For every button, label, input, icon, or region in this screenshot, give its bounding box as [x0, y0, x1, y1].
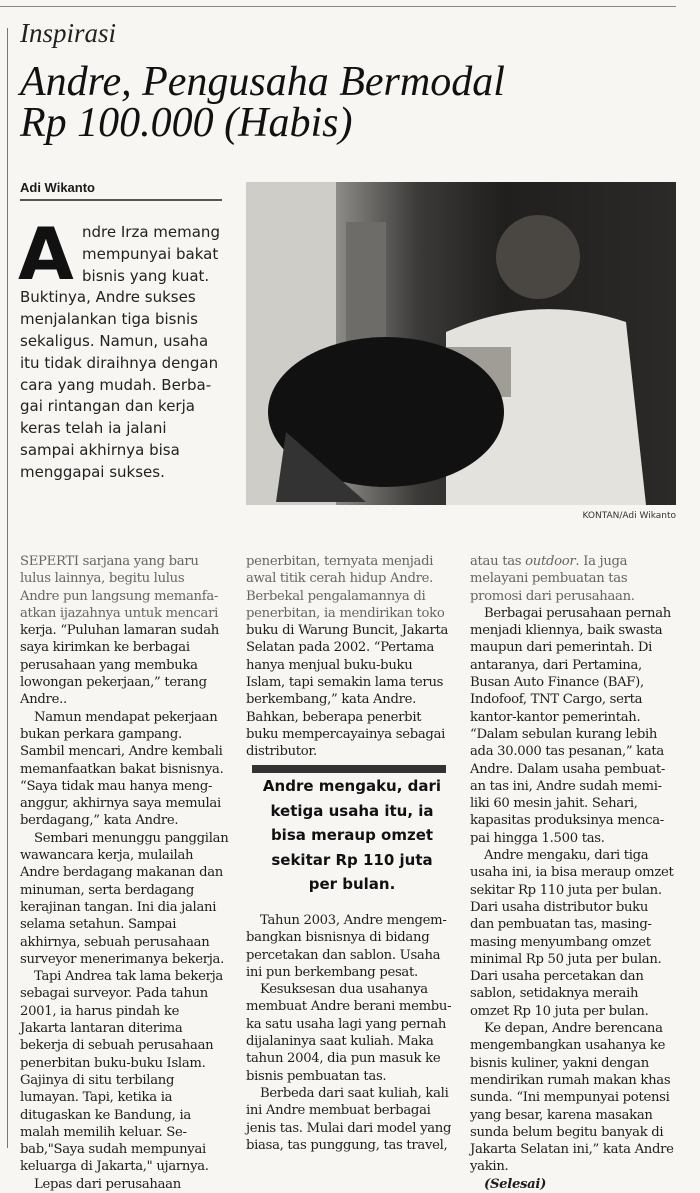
body-column-1: [20, 553, 232, 1193]
body-line: Gajinya di situ terbilang: [20, 1072, 175, 1088]
lead-line: bisnis yang kuat.: [82, 266, 210, 285]
body-line: buku di Warung Buncit, Jakarta: [246, 623, 449, 639]
paragraph: [470, 605, 692, 847]
body-line: menjadi kliennya, baik swasta: [470, 623, 663, 639]
pull-quote-line: bisa meraup omzet: [270, 826, 434, 844]
lead-paragraph: [20, 222, 235, 484]
body-line: bangkan bisnisnya di bidang: [246, 930, 430, 946]
pull-quote-line: ketiga usaha itu, ia: [270, 801, 434, 820]
body-line: Tahun 2003, Andre mengem-: [260, 913, 447, 928]
body-line: berdagang,” kata Andre.: [20, 813, 179, 829]
body-line: Tapi Andrea tak lama bekerja: [34, 969, 223, 985]
byline: Adi Wikanto: [20, 180, 95, 195]
body-line: antaranya, dari Pertamina,: [470, 657, 642, 673]
body-line: Andre berdagang makanan dan: [20, 865, 224, 881]
body-column-2: [246, 553, 458, 761]
body-line: sunda belum begitu banyak di: [470, 1124, 664, 1140]
body-line: kerja. “Puluhan lamaran sudah: [20, 623, 219, 639]
body-line: penerbitan, ia mendirikan toko: [246, 605, 445, 621]
body-line: yang besar, karena masakan: [470, 1107, 653, 1123]
lead-line: cara yang mudah. Berba-: [20, 375, 212, 394]
drop-cap: A: [18, 212, 74, 296]
body-line: mendirikan rumah makan khas: [470, 1072, 671, 1088]
body-line: lumayan. Tapi, ketika ia: [20, 1090, 173, 1106]
body-line: masing menyumbang omzet: [470, 934, 651, 950]
body-line: Jakarta lantaran diterima: [20, 1021, 183, 1037]
paragraph: [246, 912, 458, 981]
photo-illustration: [246, 182, 676, 505]
left-rule: [7, 28, 8, 1148]
paragraph: [20, 968, 232, 1176]
body-line: bab,"Saya sudah mempunyai: [20, 1142, 206, 1158]
body-line: an tas ini, Andre sudah memi-: [470, 778, 662, 794]
body-line: kerajinan tangan. Ini dia jalani: [20, 899, 217, 915]
body-line: dan pembuatan tas, masing-: [470, 917, 652, 933]
top-rule: [0, 6, 676, 7]
body-line: selama setahun. Sampai: [20, 917, 177, 933]
pull-quote: [246, 774, 458, 897]
body-line: ada 30.000 tas pesanan,” kata: [470, 744, 664, 760]
pull-quote-line: per bulan.: [308, 875, 396, 893]
lead-line: gai rintangan dan kerja: [20, 397, 195, 416]
body-line: Berbagai perusahaan pernah: [484, 605, 671, 621]
pull-quote-line: sekitar Rp 110 juta: [271, 850, 433, 869]
body-line: tahun 2004, dia pun masuk ke: [246, 1051, 441, 1067]
body-line: jenis tas. Mulai dari model yang: [246, 1120, 452, 1136]
body-line: Sembari menunggu panggilan: [34, 830, 229, 846]
body-line: Andre..: [20, 692, 67, 708]
body-line: Kesuksesan dua usahanya: [260, 982, 428, 998]
lead-line: sekaligus. Namun, usaha: [20, 331, 209, 350]
section-label: Inspirasi: [20, 18, 117, 48]
body-line: akhirnya, sebuah perusahaan: [20, 934, 210, 950]
body-line: liki 60 mesin jahit. Sehari,: [470, 796, 638, 812]
paragraph: [20, 830, 232, 968]
lead-line: mempunyai bakat: [82, 244, 219, 263]
lead-line: keras telah ia jalani: [20, 419, 167, 438]
lead-line: Buktinya, Andre sukses: [20, 288, 196, 307]
body-line: Berbekal pengalamannya di: [246, 588, 426, 604]
body-line: Dari usaha percetakan dan: [470, 969, 644, 985]
body-line: saya kirimkan ke berbagai: [20, 640, 190, 656]
body-line: Indofoof, TNT Cargo, serta: [470, 692, 643, 708]
body-line: omzet Rp 10 juta per bulan.: [470, 1003, 649, 1019]
body-line: keluarga di Jakarta," ujarnya.: [20, 1159, 209, 1175]
body-line: promosi dari perusahaan.: [470, 588, 635, 604]
headline: [20, 59, 505, 146]
body-line: Namun mendapat pekerjaan: [34, 709, 218, 725]
body-line: wawancara kerja, mulailah: [20, 848, 194, 864]
body-line: berkembang,” kata Andre.: [246, 692, 416, 708]
paragraph: [470, 1176, 692, 1193]
body-line: (Selesai): [484, 1176, 547, 1192]
headline-line: Andre, Pengusaha Bermodal: [20, 59, 505, 105]
paragraph: [470, 1020, 692, 1176]
body-column-3: [470, 553, 692, 1193]
body-line: ditugaskan ke Bandung, ia: [20, 1107, 191, 1123]
body-line: Lepas dari perusahaan: [34, 1176, 181, 1192]
body-line: “Dalam sebulan kurang lebih: [470, 726, 658, 742]
paragraph: [470, 553, 692, 605]
body-line: membuat Andre berani membu-: [246, 999, 452, 1015]
body-line: Berbeda dari saat kuliah, kali: [260, 1085, 449, 1101]
paragraph: [246, 1085, 458, 1154]
body-line: atkan ijazahnya untuk mencari: [20, 605, 219, 621]
paragraph: [246, 553, 458, 761]
body-line: Bahkan, beberapa penerbit: [246, 709, 422, 725]
body-line: sekitar Rp 110 juta per bulan.: [470, 882, 662, 898]
body-line: sebagai surveyor. Pada tahun: [20, 986, 208, 1002]
body-line: bukan perkara gampang.: [20, 726, 182, 742]
pull-quote-bar: [252, 765, 446, 773]
paragraph: [20, 709, 232, 830]
body-line: Sambil mencari, Andre kembali: [20, 744, 223, 760]
body-line: SEPERTI sarjana yang baru: [20, 554, 199, 569]
body-line: Selatan pada 2002. “Pertama: [246, 640, 435, 656]
article-photo: [246, 182, 676, 505]
body-line: Ke depan, Andre berencana: [484, 1021, 663, 1037]
lead-line: sampai akhirnya bisa: [20, 440, 180, 459]
body-line: kantor-kantor pemerintah.: [470, 709, 641, 725]
body-line: anggur, akhirnya saya memulai: [20, 796, 221, 812]
body-line: yakin.: [470, 1159, 509, 1175]
body-line: lulus lainnya, begitu lulus: [20, 571, 185, 587]
body-line: lowongan pekerjaan,” terang: [20, 675, 207, 691]
body-line: kapasitas produksinya menca-: [470, 813, 664, 829]
body-line: memanfaatkan bakat bisnisnya.: [20, 761, 224, 777]
body-line: melayani pembuatan tas: [470, 571, 628, 587]
lead-line: menjalankan tiga bisnis: [20, 310, 198, 329]
body-line: ini pun berkembang pesat.: [246, 964, 418, 980]
body-line: surveyor menerimanya bekerja.: [20, 951, 224, 967]
body-line: awal titik cerah hidup Andre.: [246, 571, 434, 587]
headline-line: Rp 100.000 (Habis): [20, 100, 353, 146]
body-line: buku mempercayainya sebagai: [246, 726, 446, 742]
body-line: “Saya tidak mau hanya meng-: [20, 778, 213, 794]
body-line: biasa, tas punggung, tas travel,: [246, 1137, 448, 1153]
lead-line: menggapai sukses.: [20, 462, 165, 481]
body-line: minimal Rp 50 juta per bulan.: [470, 951, 662, 967]
body-line: perusahaan yang membuka: [20, 657, 198, 673]
pull-quote-line: Andre mengaku, dari: [262, 777, 442, 795]
body-column-2-continued: [246, 912, 458, 1154]
body-line: Jakarta Selatan ini,” kata Andre: [470, 1142, 674, 1158]
body-line: 2001, ia harus pindah ke: [20, 1003, 180, 1019]
body-line: distributor.: [246, 744, 317, 760]
body-line: usaha ini, ia bisa meraup omzet: [470, 865, 674, 881]
body-line: pai hingga 1.500 tas.: [470, 830, 605, 846]
body-line: malah memilih keluar. Se-: [20, 1124, 187, 1140]
paragraph: [20, 1176, 232, 1193]
body-line: mengembangkan usahanya ke: [470, 1038, 666, 1054]
body-line: Islam, tapi semakin lama terus: [246, 675, 444, 691]
body-line: Dari usaha distributor buku: [470, 899, 649, 915]
body-line: Busan Auto Finance (BAF),: [470, 675, 644, 691]
body-line: ini Andre membuat berbagai: [246, 1103, 431, 1119]
body-line: percetakan dan sablon. Usaha: [246, 947, 441, 963]
lead-line: ndre Irza memang: [82, 223, 220, 241]
body-line: Andre pun langsung memanfa-: [20, 588, 219, 604]
body-line: minuman, serta berdagang: [20, 882, 195, 898]
body-line: sunda. “Ini mempunyai potensi: [470, 1090, 670, 1106]
body-line: penerbitan, ternyata menjadi: [246, 554, 434, 569]
body-line: hanya menjual buku-buku: [246, 657, 413, 673]
body-line: bekerja di sebuah perusahaan: [20, 1038, 214, 1054]
body-line: penerbitan buku-buku Islam.: [20, 1055, 206, 1071]
body-line: atau tas outdoor. Ia juga: [470, 554, 628, 569]
body-line: Andre mengaku, dari tiga: [484, 848, 649, 864]
paragraph: [470, 847, 692, 1020]
photo-caption: KONTAN/Adi Wikanto: [582, 511, 676, 521]
body-line: dijalaninya saat kuliah. Maka: [246, 1034, 434, 1050]
byline-rule: [20, 199, 222, 201]
body-line: maupun dari pemerintah. Di: [470, 640, 653, 656]
paragraph: [20, 553, 232, 709]
paragraph: [246, 981, 458, 1085]
body-line: Andre. Dalam usaha pembuat-: [470, 761, 666, 777]
body-line: sablon, setidaknya meraih: [470, 986, 639, 1002]
body-line: ka satu usaha lagi yang pernah: [246, 1016, 447, 1032]
body-line: bisnis kuliner, yakni dengan: [470, 1055, 649, 1071]
lead-line: itu tidak diraihnya dengan: [20, 353, 219, 372]
body-line: bisnis pembuatan tas.: [246, 1068, 387, 1084]
